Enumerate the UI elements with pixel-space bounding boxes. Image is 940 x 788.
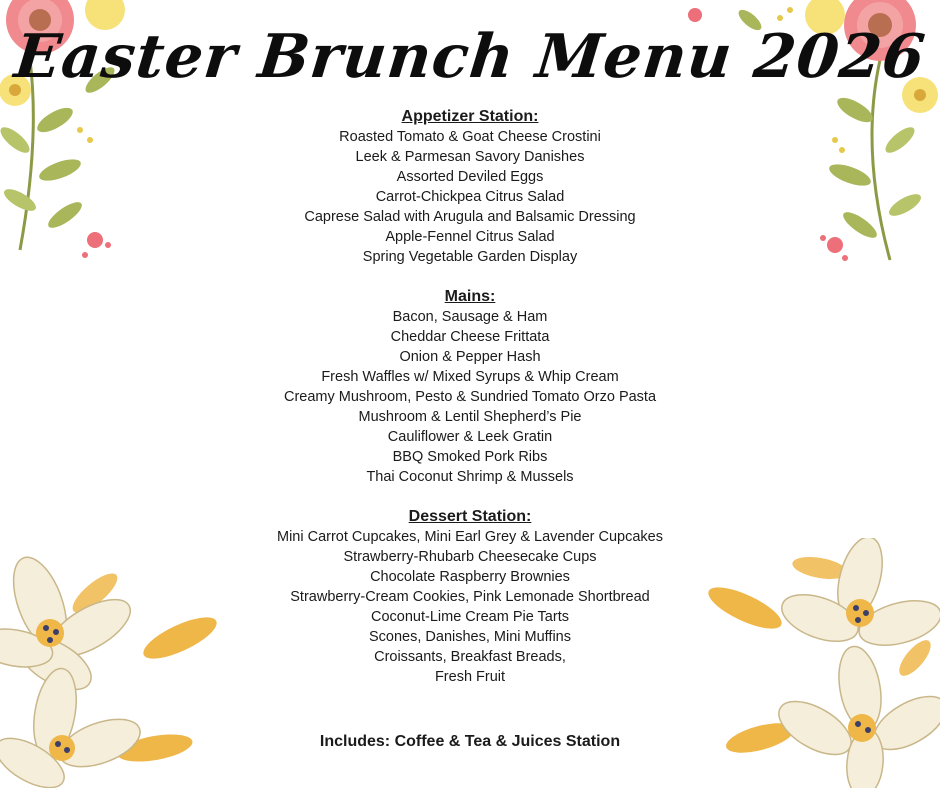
menu-item: Strawberry-Cream Cookies, Pink Lemonade Shortbread: [290, 589, 650, 605]
mains-section: [0, 287, 940, 487]
menu-item: Mini Carrot Cupcakes, Mini Earl Grey & Lavender Cupcakes: [276, 529, 663, 545]
menu-item: Assorted Deviled Eggs: [396, 169, 544, 185]
menu-item: Fresh Waffles w/ Mixed Syrups & Whip Cream: [321, 369, 619, 385]
menu-item: Thai Coconut Shrimp & Mussels: [366, 469, 574, 485]
menu-item: Carrot-Chickpea Citrus Salad: [375, 189, 565, 205]
menu-item: Cheddar Cheese Frittata: [390, 329, 550, 345]
menu-item: Roasted Tomato & Goat Cheese Crostini: [339, 129, 601, 145]
menu-item: BBQ Smoked Pork Ribs: [392, 449, 548, 465]
section-heading: Dessert Station:: [408, 508, 532, 525]
menu-body: [0, 107, 940, 707]
menu-item: Bacon, Sausage & Ham: [392, 309, 548, 325]
menu-item: Chocolate Raspberry Brownies: [370, 569, 570, 585]
menu-item: Onion & Pepper Hash: [399, 349, 541, 365]
menu-item: Mushroom & Lentil Shepherd’s Pie: [358, 409, 582, 425]
menu-title: Easter Brunch Menu 2026: [11, 22, 929, 92]
menu-item: Leek & Parmesan Savory Danishes: [355, 149, 585, 165]
menu-item: Cauliflower & Leek Gratin: [387, 429, 553, 445]
menu-item: Apple-Fennel Citrus Salad: [385, 229, 555, 245]
dessert-section: [0, 507, 940, 687]
menu-item: Coconut-Lime Cream Pie Tarts: [371, 609, 569, 625]
menu-item: Croissants, Breakfast Breads,: [374, 649, 566, 665]
appetizer-section: [0, 107, 940, 267]
menu-item: Scones, Danishes, Mini Muffins: [368, 629, 572, 645]
section-heading: Appetizer Station:: [401, 108, 539, 125]
menu-item: Fresh Fruit: [434, 669, 506, 685]
menu-item: Caprese Salad with Arugula and Balsamic Dressing: [304, 209, 636, 225]
menu-item: Strawberry-Rhubarb Cheesecake Cups: [343, 549, 597, 565]
includes-note: Includes: Coffee & Tea & Juices Station: [319, 733, 621, 750]
menu-item: Spring Vegetable Garden Display: [362, 249, 578, 265]
menu-item: Creamy Mushroom, Pesto & Sundried Tomato Orzo Pasta: [283, 389, 657, 405]
section-heading: Mains:: [444, 288, 496, 305]
